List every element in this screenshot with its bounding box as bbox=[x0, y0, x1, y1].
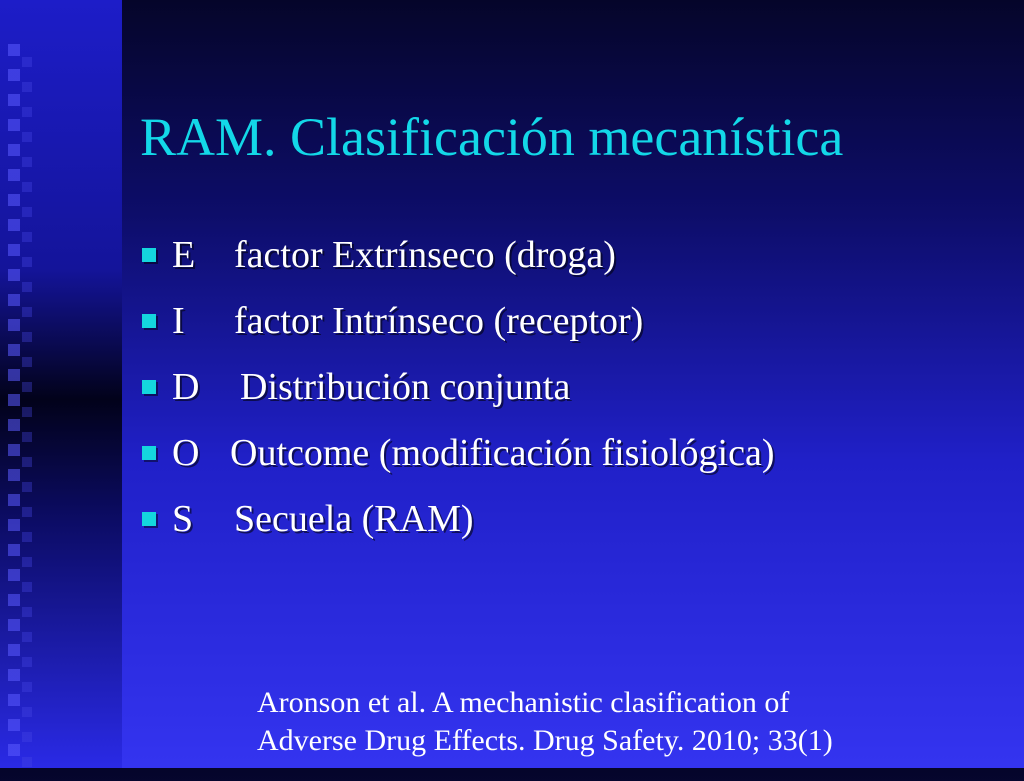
list-item bbox=[142, 288, 775, 354]
square-bullet-icon bbox=[142, 314, 156, 328]
item-letter: S bbox=[172, 498, 194, 540]
list-item bbox=[142, 222, 775, 288]
list-item bbox=[142, 354, 775, 420]
item-text: factor Extrínseco (droga) bbox=[234, 234, 616, 276]
list-item bbox=[142, 420, 775, 486]
item-letter: D bbox=[172, 366, 200, 408]
item-letter: O bbox=[172, 432, 200, 474]
square-bullet-icon bbox=[142, 512, 156, 526]
square-bullet-icon bbox=[142, 248, 156, 262]
square-bullet-icon bbox=[142, 446, 156, 460]
left-decorative-strip bbox=[0, 0, 122, 768]
item-text: Secuela (RAM) bbox=[234, 498, 474, 540]
item-text: Distribución conjunta bbox=[240, 366, 571, 408]
reference-citation bbox=[257, 684, 833, 760]
decorative-squares-secondary bbox=[22, 57, 32, 781]
item-letter: E bbox=[172, 234, 196, 276]
item-text: factor Intrínseco (receptor) bbox=[234, 300, 644, 342]
slide-title: RAM. Clasificación mecanística bbox=[140, 107, 844, 167]
reference-line-2: Adverse Drug Effects. Drug Safety. 2010; 33(1) bbox=[257, 724, 833, 757]
list-item bbox=[142, 486, 775, 552]
bullet-list bbox=[142, 222, 775, 552]
reference-line-1: Aronson et al. A mechanistic clasification of bbox=[257, 686, 790, 719]
item-letter: I bbox=[172, 300, 185, 342]
item-text: Outcome (modificación fisiológica) bbox=[230, 432, 775, 474]
square-bullet-icon bbox=[142, 380, 156, 394]
